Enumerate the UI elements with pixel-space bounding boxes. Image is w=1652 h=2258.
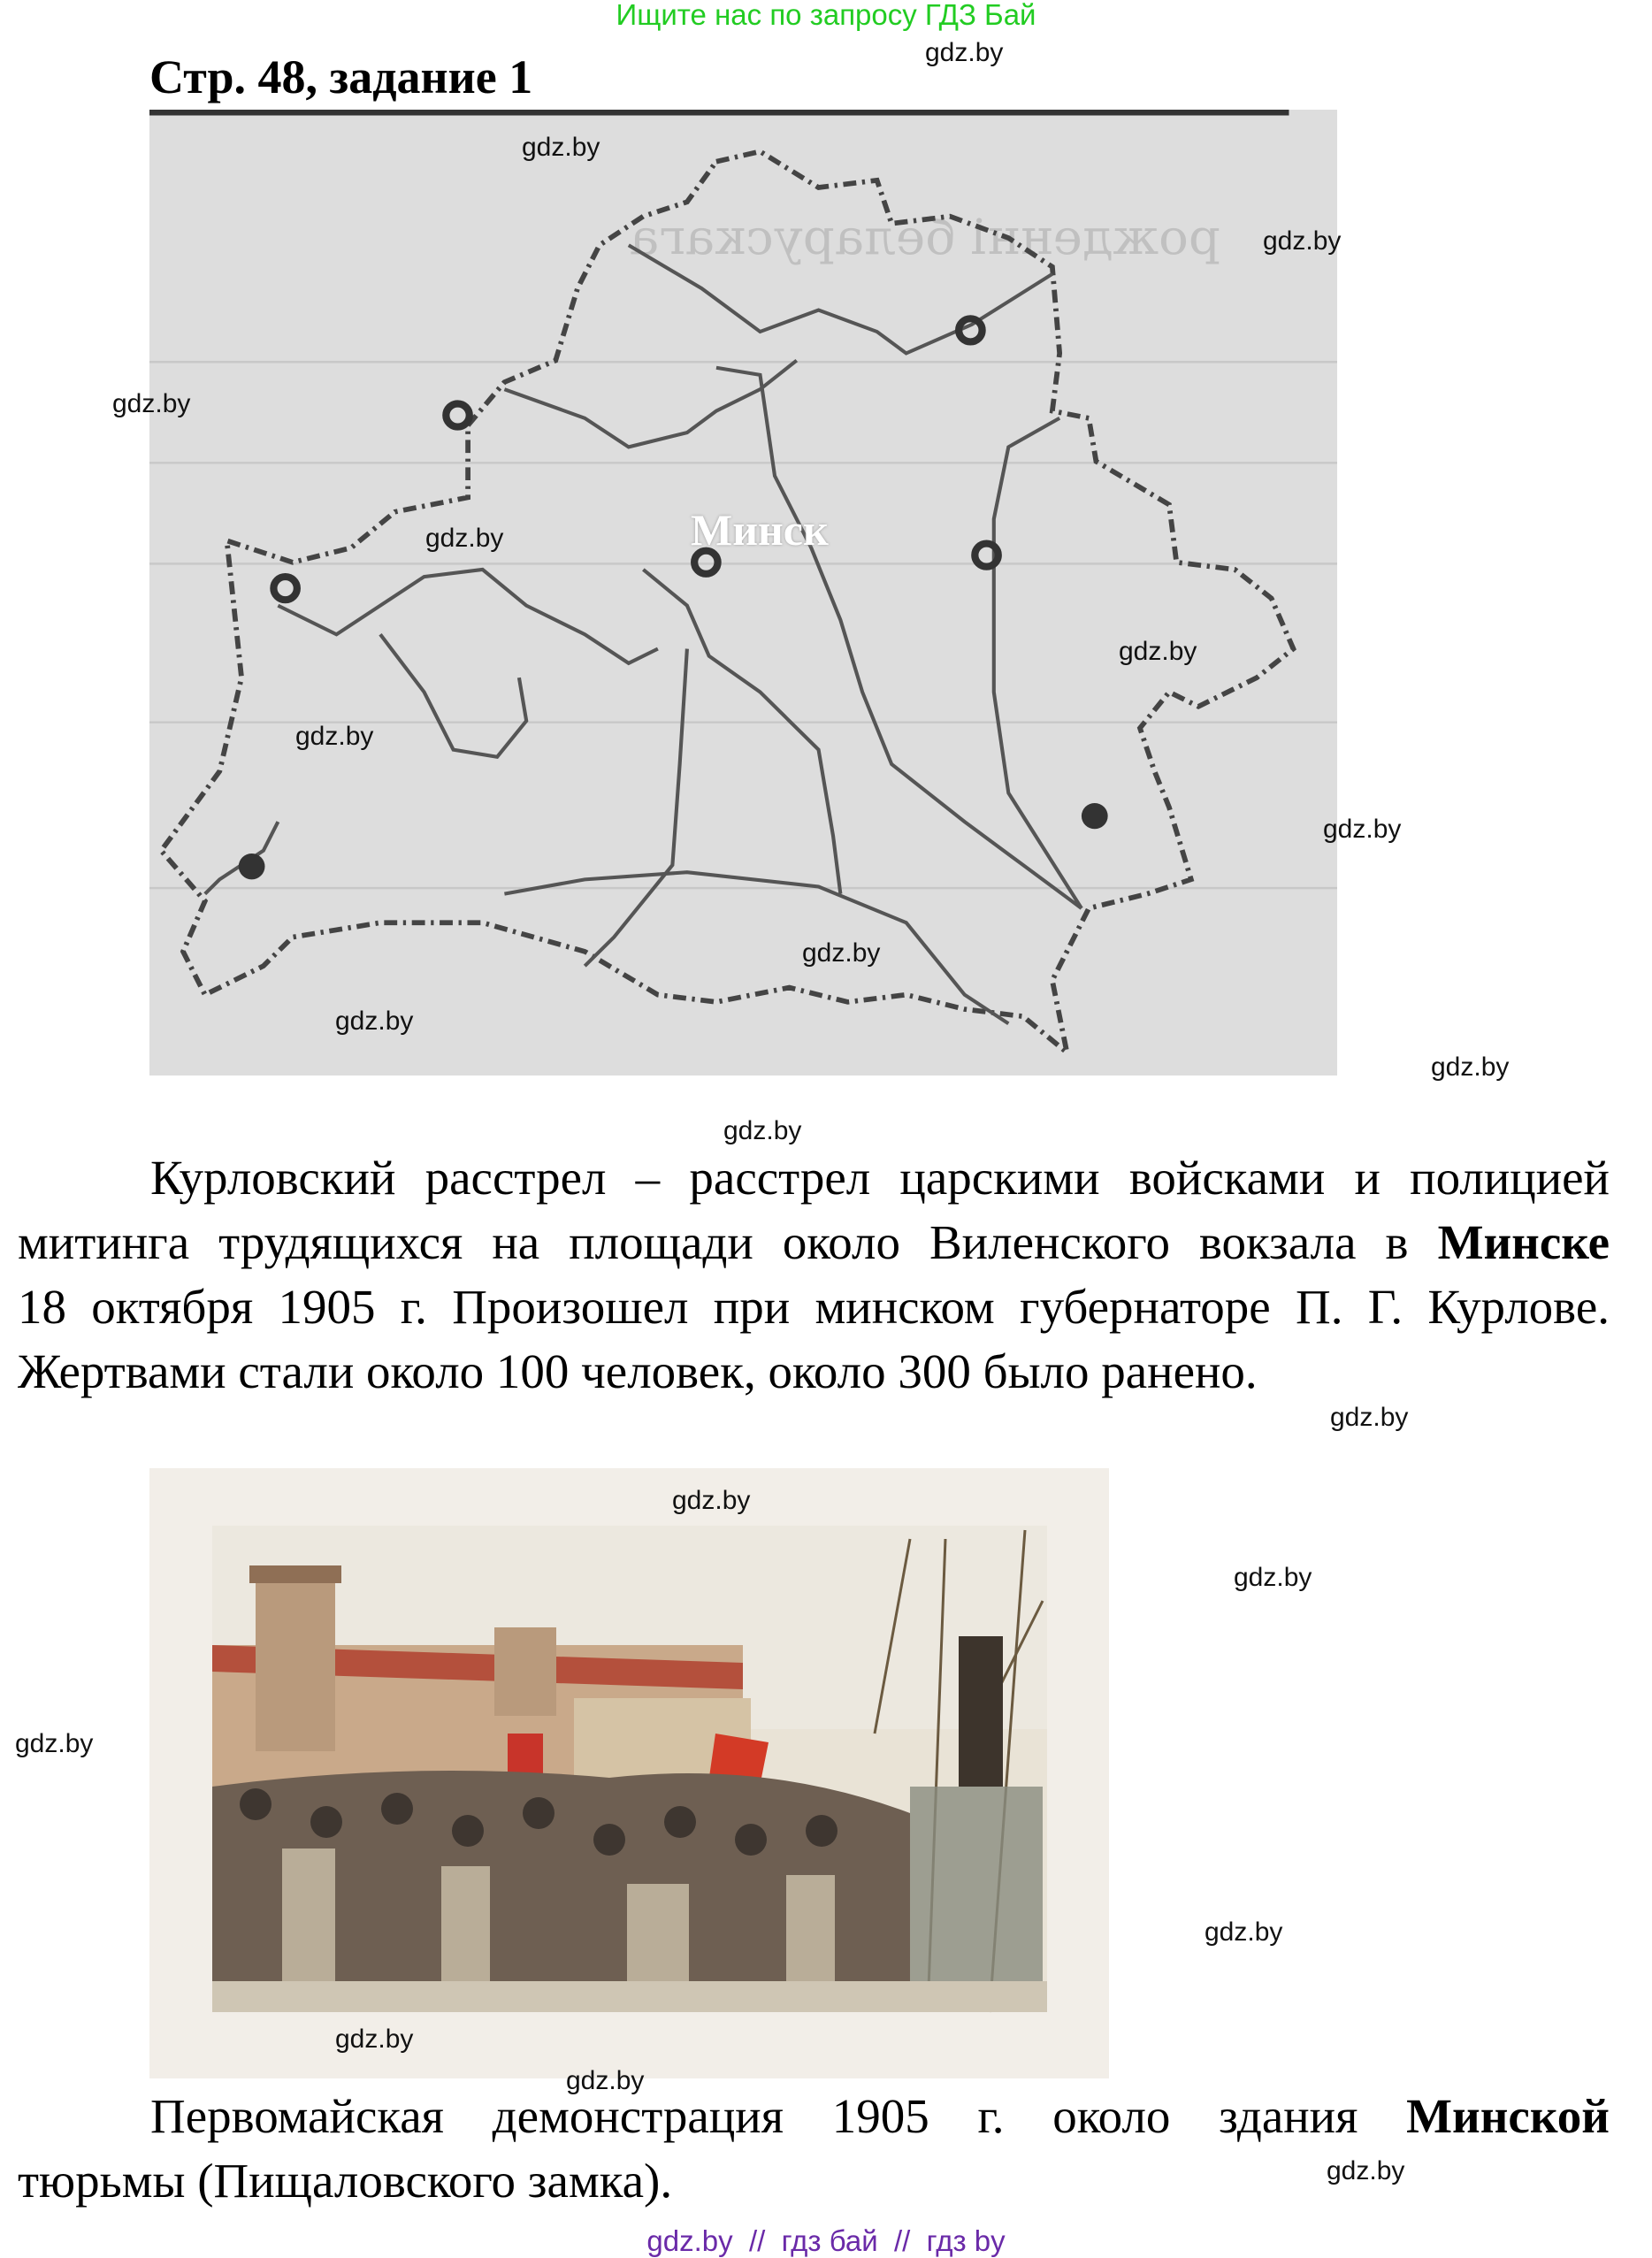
watermark: gdz.by [112,389,191,418]
paragraph-text: 18 октября 1905 г. Произошел при минском губернаторе П. Г. Курлове. [18,1280,1610,1334]
watermark: gdz.by [802,938,881,968]
painting-illustration [149,1468,1109,2078]
watermark: gdz.by [723,1116,802,1145]
bleed-through-text: рожденні беларускага [629,209,1220,266]
watermark: gdz.by [425,524,504,553]
watermark: gdz.by [522,133,600,162]
watermark: gdz.by [1263,226,1342,256]
watermark: gdz.by [1119,637,1197,666]
belarus-map-image [149,110,1337,1075]
page-title: Стр. 48, задание 1 [149,50,533,103]
paragraph-line [18,1339,1610,1404]
watermark: gdz.by [1431,1052,1510,1082]
watermark: gdz.by [15,1729,94,1758]
caption-text: тюрьмы (Пищаловского замка). [18,2154,673,2208]
paragraph-text: Жертвами стали около 100 человек, около 300 было ранено. [18,1344,1258,1398]
paragraph-line [18,1210,1610,1274]
city-dot-icon [1082,803,1108,829]
paragraph-line [18,1145,1610,1210]
watermark: gdz.by [335,2025,414,2054]
paragraph-kurlov-shooting [18,1145,1610,1404]
footer-links: gdz.by // гдз бай // гдз by [646,2224,1006,2257]
search-banner: Ищите нас по запросу ГДЗ Бай [616,0,1036,31]
paragraph-text: митинга трудящихся на площади около Виленского вокзала в [18,1215,1409,1269]
map-drawing [149,110,1337,1075]
map-city-label-minsk: Минск [691,505,829,555]
photo-caption [18,2084,1610,2213]
watermark: gdz.by [335,1007,414,1036]
caption-text: Первомайская демонстрация 1905 г. около здания [150,2089,1358,2143]
watermark: gdz.by [672,1486,751,1515]
watermark: gdz.by [925,38,1004,67]
watermark: gdz.by [1323,815,1402,844]
watermark: gdz.by [1327,2156,1405,2185]
paragraph-text: Курловский расстрел – расстрел царскими войсками и полицией [150,1151,1610,1205]
watermark: gdz.by [1205,1917,1283,1947]
may-day-demonstration-painting [149,1468,1109,2078]
caption-line [18,2084,1610,2148]
bold-city-name: Минске [1437,1215,1610,1269]
bold-caption-word: Минской [1406,2089,1610,2143]
city-dot-icon [239,853,265,879]
watermark: gdz.by [1330,1403,1409,1432]
watermark: gdz.by [1234,1563,1312,1592]
watermark: gdz.by [566,2066,645,2095]
paragraph-line [18,1274,1610,1339]
watermark: gdz.by [295,722,374,751]
